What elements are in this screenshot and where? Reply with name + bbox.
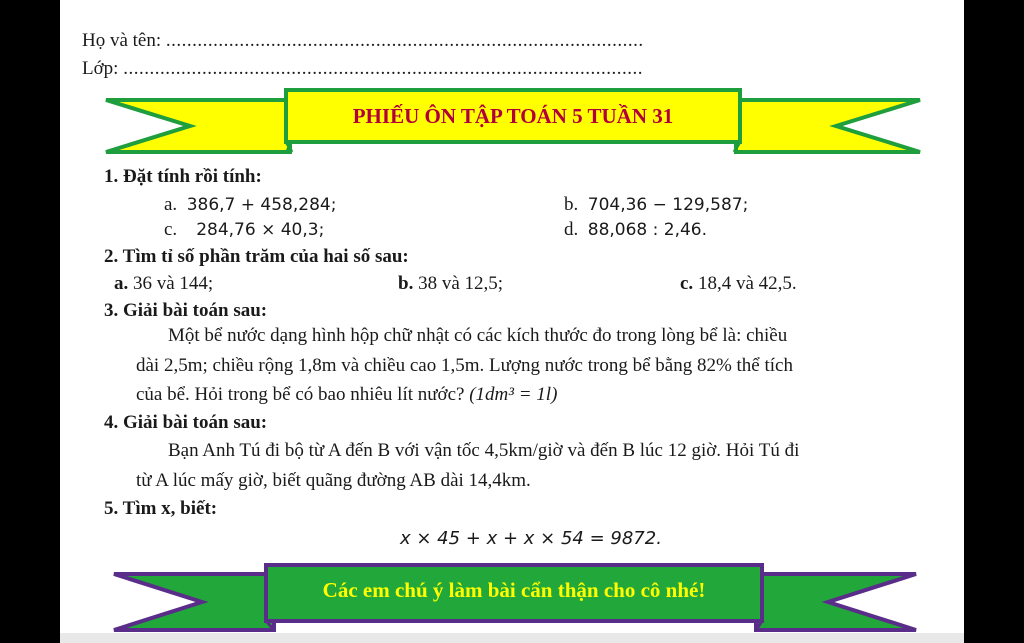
q3-heading: 3. Giải bài toán sau: — [104, 300, 268, 321]
q3-unit-note: (1dm³ = 1l) — [469, 384, 558, 405]
q2-item-c: c. 18,4 và 42,5. — [680, 273, 797, 294]
footer-ribbon — [60, 0, 964, 643]
q1-item-c: c. 284,76 × 40,3; — [164, 219, 325, 240]
worksheet-page — [60, 0, 964, 643]
class-label: Lớp: — [82, 58, 119, 79]
q2-item-a: a. 36 và 144; — [114, 273, 214, 294]
q2-item-b: b. 38 và 12,5; — [398, 273, 504, 294]
q3-line-2: dài 2,5m; chiều rộng 1,8m và chiều cao 1,5m. Lượng nước trong bể bằng 82% thể tích — [136, 355, 793, 376]
q5-heading: 5. Tìm x, biết: — [104, 498, 218, 519]
name-label: Họ và tên: — [82, 30, 162, 51]
worksheet-title: PHIẾU ÔN TẬP TOÁN 5 TUẦN 31 — [352, 104, 674, 128]
q1-item-b: b. 704,36 − 129,587; — [564, 194, 749, 215]
q1-item-a: a. 386,7 + 458,284; — [164, 194, 337, 215]
footer-ribbon-left-tail — [114, 574, 274, 630]
name-dots: ........................................................................................... — [165, 30, 644, 51]
page-bottom-strip — [60, 633, 964, 643]
footer-ribbon-right-tail — [756, 574, 916, 630]
q1-item-d: d. 88,068 : 2,46. — [564, 219, 708, 240]
q1-heading: 1. Đặt tính rồi tính: — [104, 166, 262, 187]
footer-message: Các em chú ý làm bài cẩn thận cho cô nhé! — [322, 578, 706, 602]
q3-line-3: của bể. Hỏi trong bể có bao nhiêu lít nước? (1dm³ = 1l) — [136, 384, 558, 405]
q4-line-1: Bạn Anh Tú đi bộ từ A đến B với vận tốc 4,5km/giờ và đến B lúc 12 giờ. Hỏi Tú đi — [168, 440, 800, 461]
q4-line-2: từ A lúc mấy giờ, biết quãng đường AB dài 14,4km. — [136, 470, 531, 491]
q4-heading: 4. Giải bài toán sau: — [104, 412, 268, 433]
q3-line-1: Một bể nước dạng hình hộp chữ nhật có các kích thước đo trong lòng bể là: chiều — [168, 325, 788, 346]
q5-equation: x × 45 + x + x × 54 = 9872. — [400, 528, 662, 549]
class-dots: ................................................................................................... — [123, 58, 643, 79]
q2-heading: 2. Tìm tỉ số phần trăm của hai số sau: — [104, 246, 409, 267]
